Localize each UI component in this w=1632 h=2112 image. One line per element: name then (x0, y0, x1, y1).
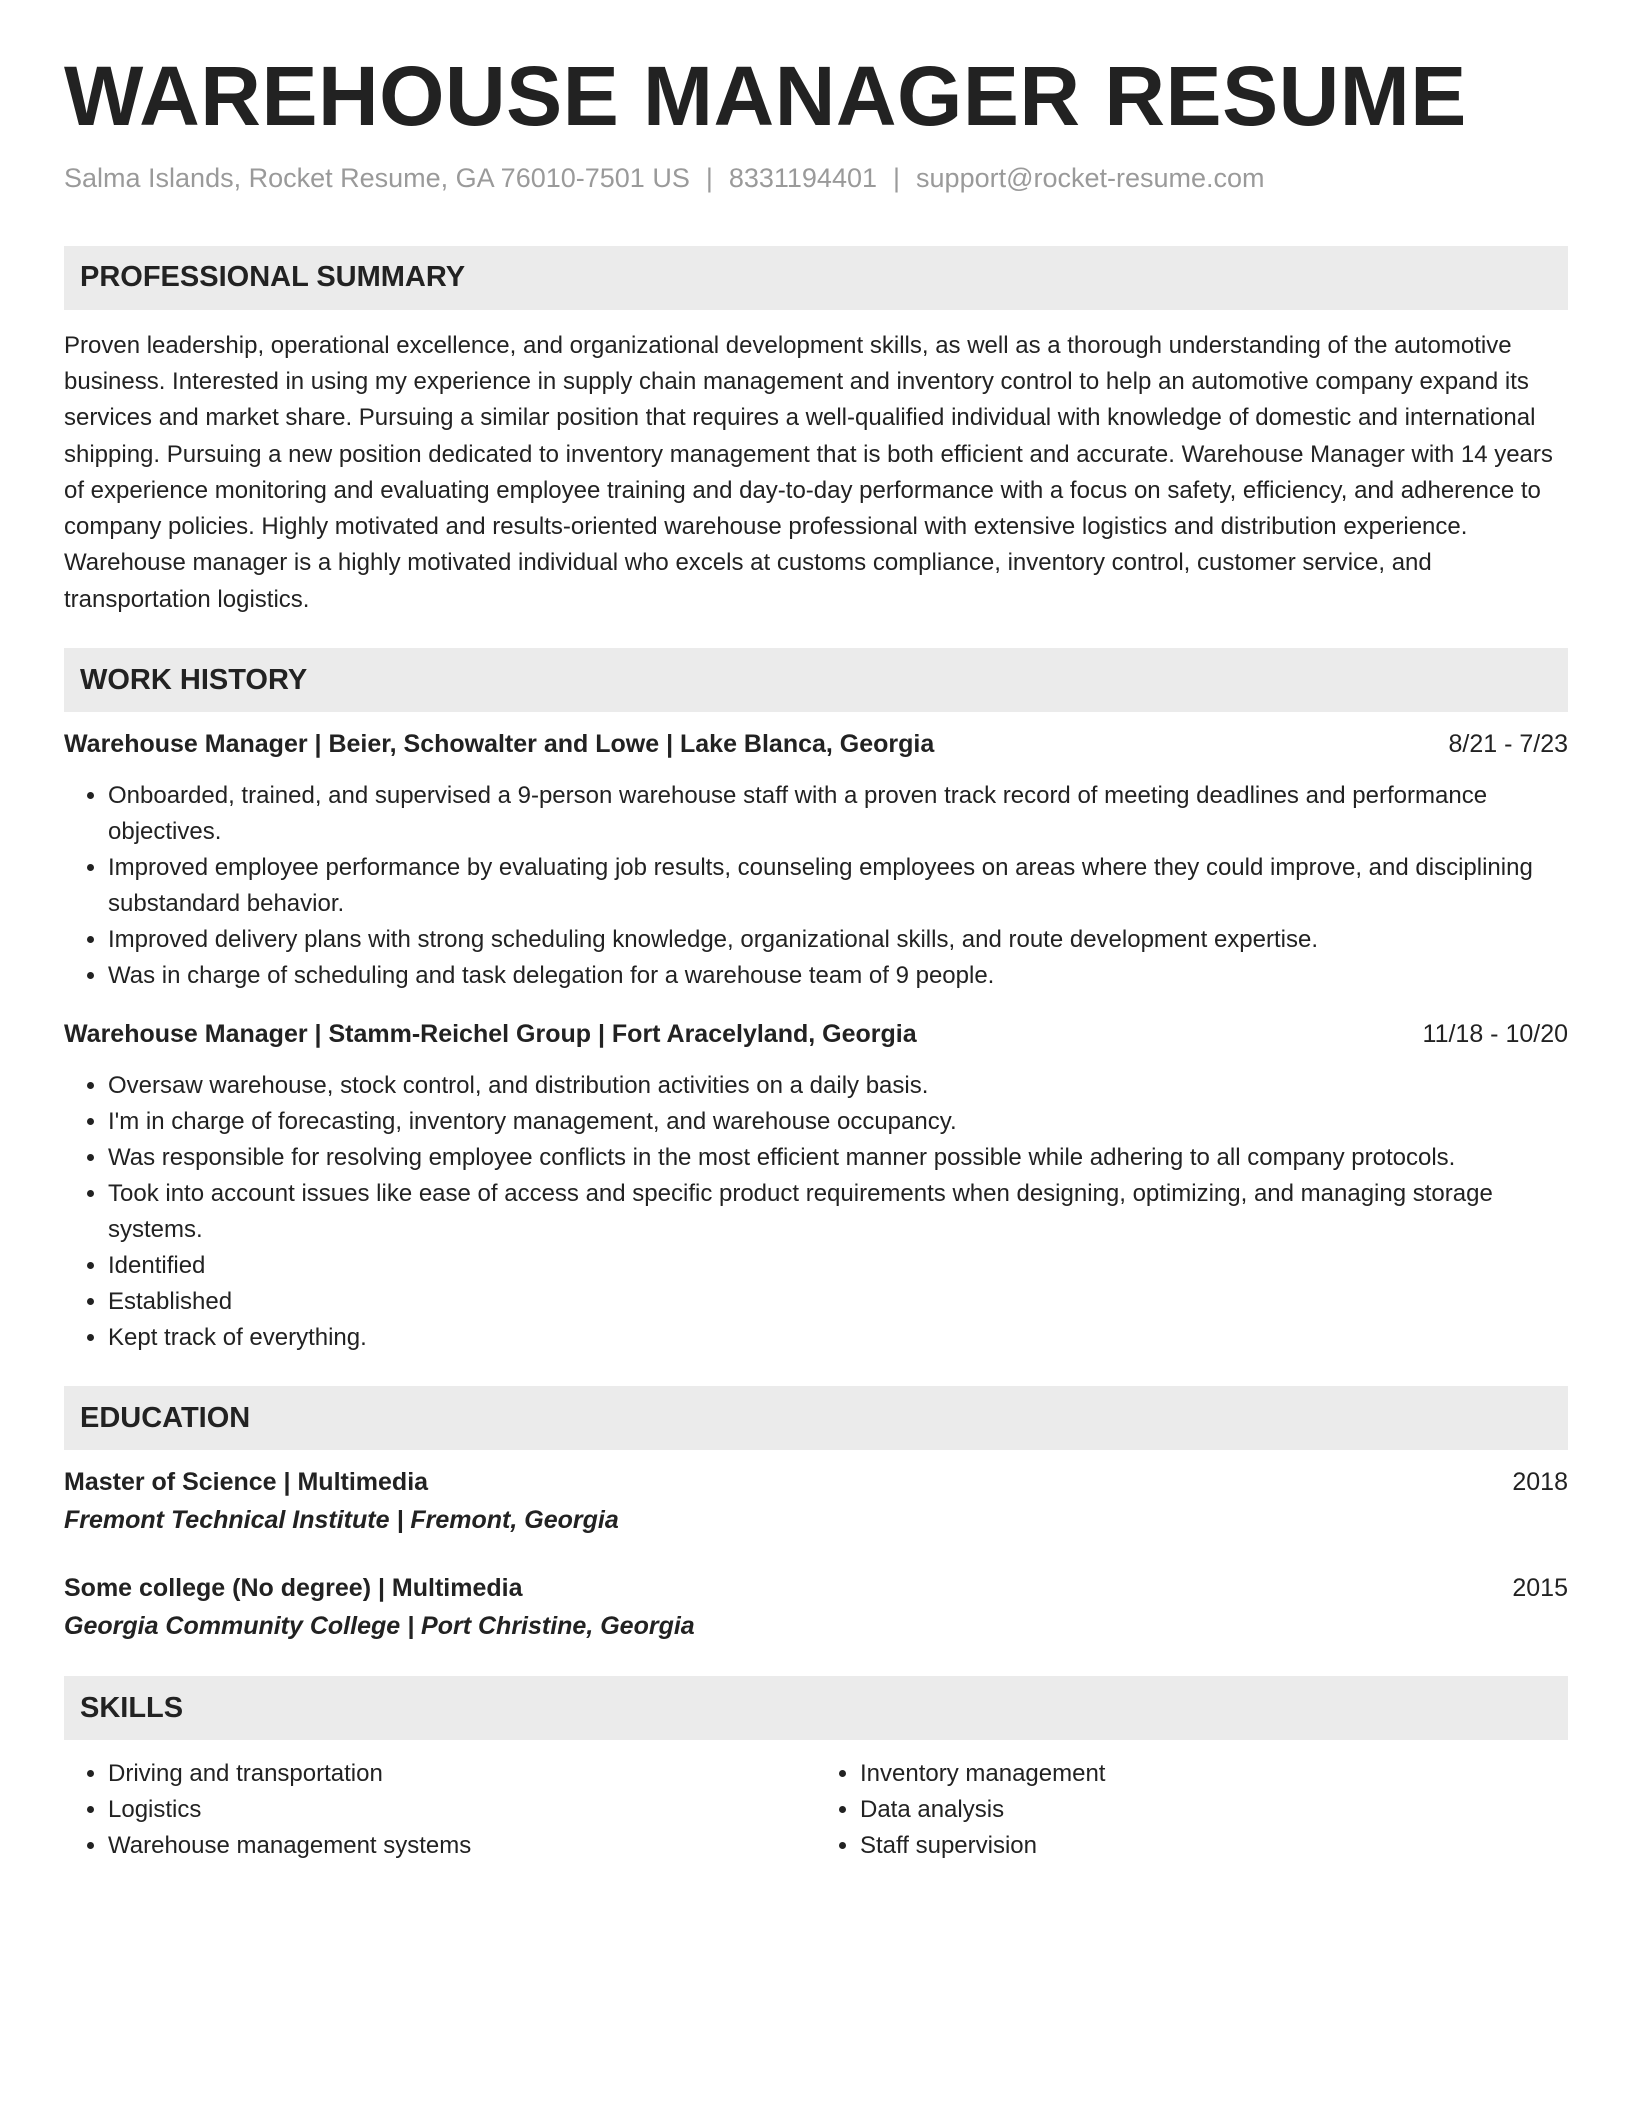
education-year: 2015 (1512, 1574, 1568, 1603)
education-entry (64, 1570, 1568, 1646)
job-bullet: • Improved delivery plans with strong scheduling knowledge, organizational skills, and route development expertise. (108, 922, 1568, 958)
education-header (64, 1464, 1568, 1500)
education-school: Fremont Technical Institute | Fremont, Georgia (64, 1506, 619, 1535)
skill-item: • Inventory management (860, 1756, 1568, 1792)
skill-item: • Logistics (108, 1792, 816, 1828)
summary-heading: PROFESSIONAL SUMMARY (64, 246, 1568, 310)
job-bullets (64, 778, 1568, 994)
job-bullets (64, 1068, 1568, 1356)
job-header (64, 726, 1568, 762)
job-bullet: • Kept track of everything. (108, 1320, 1568, 1356)
job-header (64, 1016, 1568, 1052)
contact-address: Salma Islands, Rocket Resume, GA 76010-7501 US (64, 162, 690, 193)
education-entry (64, 1464, 1568, 1540)
job-title: Warehouse Manager | Stamm-Reichel Group | Fort Aracelyland, Georgia (64, 1020, 917, 1049)
skill-item: • Warehouse management systems (108, 1828, 816, 1864)
contact-phone: 8331194401 (728, 162, 878, 193)
skills-list (64, 1756, 1568, 1864)
skill-item: • Data analysis (860, 1792, 1568, 1828)
job-entry (64, 1016, 1568, 1356)
work-history-heading: WORK HISTORY (64, 648, 1568, 712)
skills-column-left (64, 1756, 816, 1864)
job-bullet: • Improved employee performance by evaluating job results, counseling employees on areas where they could improve, and disciplining substandard behavior. (108, 850, 1568, 922)
job-dates: 11/18 - 10/20 (1422, 1020, 1568, 1049)
job-bullet: • Was in charge of scheduling and task delegation for a warehouse team of 9 people. (108, 958, 1568, 994)
skills-column-right (816, 1756, 1568, 1864)
job-bullet: • Was responsible for resolving employee conflicts in the most efficient manner possible while adhering to all company protocols. (108, 1140, 1568, 1176)
job-dates: 8/21 - 7/23 (1448, 730, 1568, 759)
skill-item: • Staff supervision (860, 1828, 1568, 1864)
contact-email: support@rocket-resume.com (916, 162, 1265, 193)
contact-separator: | (893, 162, 901, 193)
education-degree: Master of Science | Multimedia (64, 1468, 429, 1497)
job-title: Warehouse Manager | Beier, Schowalter and Lowe | Lake Blanca, Georgia (64, 730, 935, 759)
job-bullet: • Took into account issues like ease of access and specific product requirements when designing, optimizing, and managing storage systems. (108, 1176, 1568, 1248)
contact-separator: | (705, 162, 713, 193)
skills-heading: SKILLS (64, 1676, 1568, 1740)
education-degree: Some college (No degree) | Multimedia (64, 1574, 523, 1603)
job-bullet: • Identified (108, 1248, 1568, 1284)
contact-line (64, 161, 1568, 196)
job-bullet: • Established (108, 1284, 1568, 1320)
summary-text: Proven leadership, operational excellence, and organizational development skills, as well as a thorough understanding of the automotive business. Interested in using my experience in supply chain management and inventory control to help an automotive company expand its services and market share. Pursuing a similar position that requires a well-qualified individual with knowledge of domestic and international shipping. Pursuing a new position dedicated to inventory management that is both efficient and accurate. Warehouse Manager with 14 years of experience monitoring and evaluating employee training and day-to-day performance with a focus on safety, efficiency, and adherence to company policies. Highly motivated and results-oriented warehouse professional with extensive logistics and distribution experience. Warehouse manager is a highly motivated individual who excels at customs compliance, inventory control, customer service, and transportation logistics. (64, 331, 1553, 613)
education-header (64, 1570, 1568, 1606)
education-year: 2018 (1512, 1468, 1568, 1497)
education-heading: EDUCATION (64, 1386, 1568, 1450)
job-bullet: • Oversaw warehouse, stock control, and distribution activities on a daily basis. (108, 1068, 1568, 1104)
job-bullet: • I'm in charge of forecasting, inventory management, and warehouse occupancy. (108, 1104, 1568, 1140)
education-school: Georgia Community College | Port Christine, Georgia (64, 1612, 695, 1641)
job-entry (64, 726, 1568, 994)
resume-title: WAREHOUSE MANAGER RESUME (64, 49, 1467, 143)
skill-item: • Driving and transportation (108, 1756, 816, 1792)
job-bullet: • Onboarded, trained, and supervised a 9-person warehouse staff with a proven track record of meeting deadlines and performance objectives. (108, 778, 1568, 850)
resume-page (64, 48, 1568, 1864)
